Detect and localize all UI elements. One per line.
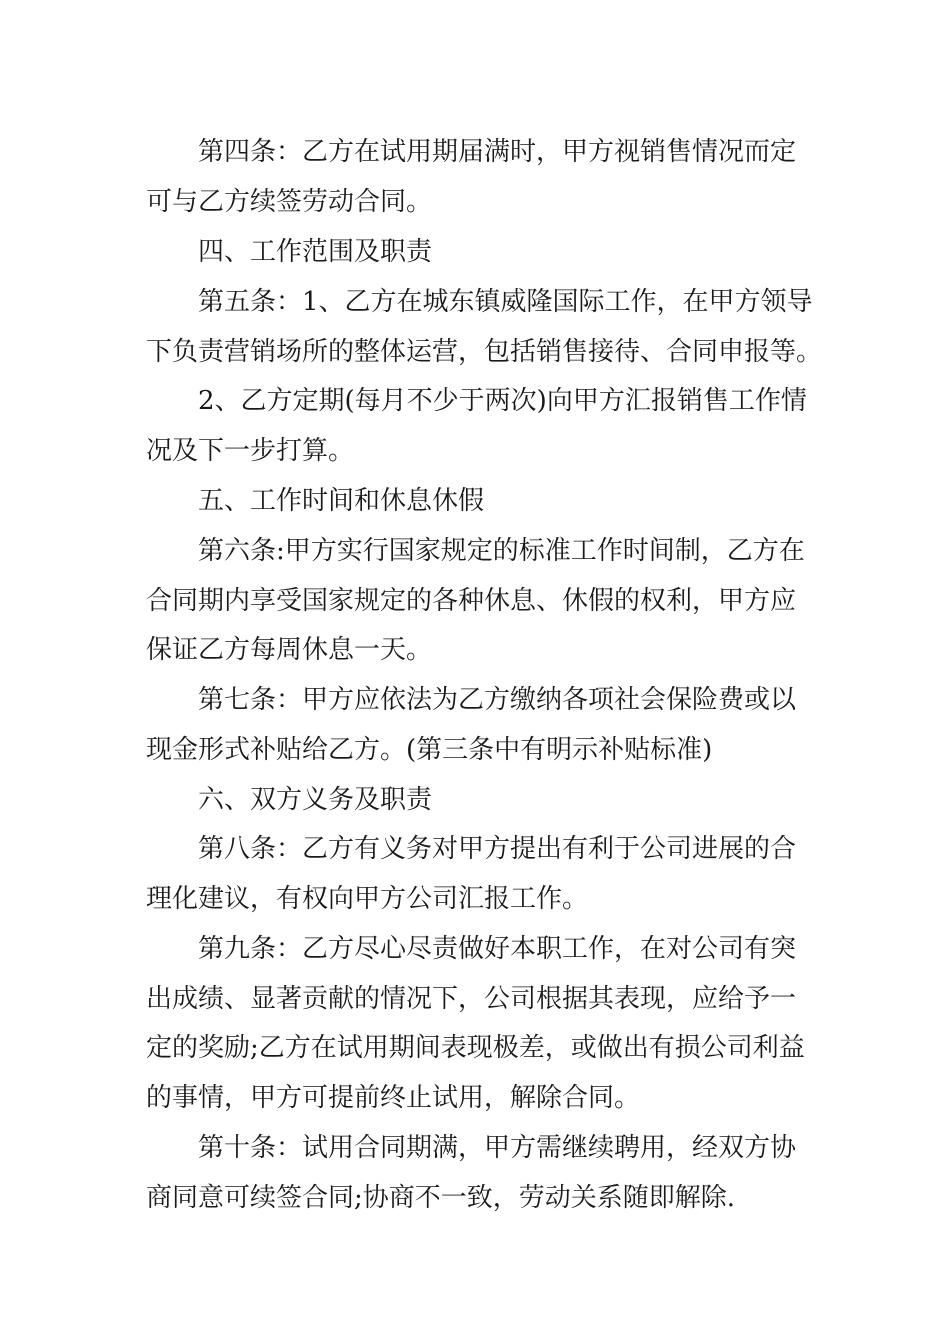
article-5-line-1: 第五条：1、乙方在城东镇威隆国际工作，在甲方领导 (198, 287, 813, 317)
article-4-line-1: 第四条：乙方在试用期届满时，甲方视销售情况而定 (198, 137, 797, 167)
article-6-line-3: 保证乙方每周休息一天。 (146, 635, 433, 665)
section-4-heading: 四、工作范围及职责 (198, 237, 433, 267)
section-6-heading: 六、双方义务及职责 (198, 785, 433, 815)
article-5-item-2-line-2: 况及下一步打算。 (146, 436, 355, 466)
article-9-line-2: 出成绩、显著贡献的情况下，公司根据其表现，应给予一 (146, 984, 797, 1014)
article-10-line-1: 第十条：试用合同期满，甲方需继续聘用，经双方协 (198, 1133, 797, 1163)
article-5-line-2: 下负责营销场所的整体运营，包括销售接待、合同申报等。 (146, 337, 823, 367)
article-4-line-2: 可与乙方续签劳动合同。 (146, 187, 433, 217)
article-5-item-2-line-1: 2、乙方定期(每月不少于两次)向甲方汇报销售工作情 (198, 386, 807, 416)
article-8-line-2: 理化建议，有权向甲方公司汇报工作。 (146, 884, 589, 914)
article-8-line-1: 第八条：乙方有义务对甲方提出有利于公司进展的合 (198, 834, 797, 864)
article-7-line-1: 第七条：甲方应依法为乙方缴纳各项社会保险费或以 (198, 685, 797, 715)
article-10-line-2: 商同意可续签合同;协商不一致，劳动关系随即解除. (146, 1183, 736, 1213)
article-6-line-1: 第六条:甲方实行国家规定的标准工作时间制，乙方在 (198, 536, 805, 566)
article-9-line-4: 的事情，甲方可提前终止试用，解除合同。 (146, 1083, 641, 1113)
article-9-line-3: 定的奖励;乙方在试用期间表现极差，或做出有损公司利益 (146, 1033, 805, 1063)
article-7-line-2: 现金形式补贴给乙方。(第三条中有明示补贴标准) (146, 735, 713, 765)
article-6-line-2: 合同期内享受国家规定的各种休息、休假的权利，甲方应 (146, 586, 797, 616)
section-5-heading: 五、工作时间和休息休假 (198, 486, 485, 516)
article-9-line-1: 第九条：乙方尽心尽责做好本职工作，在对公司有突 (198, 934, 797, 964)
